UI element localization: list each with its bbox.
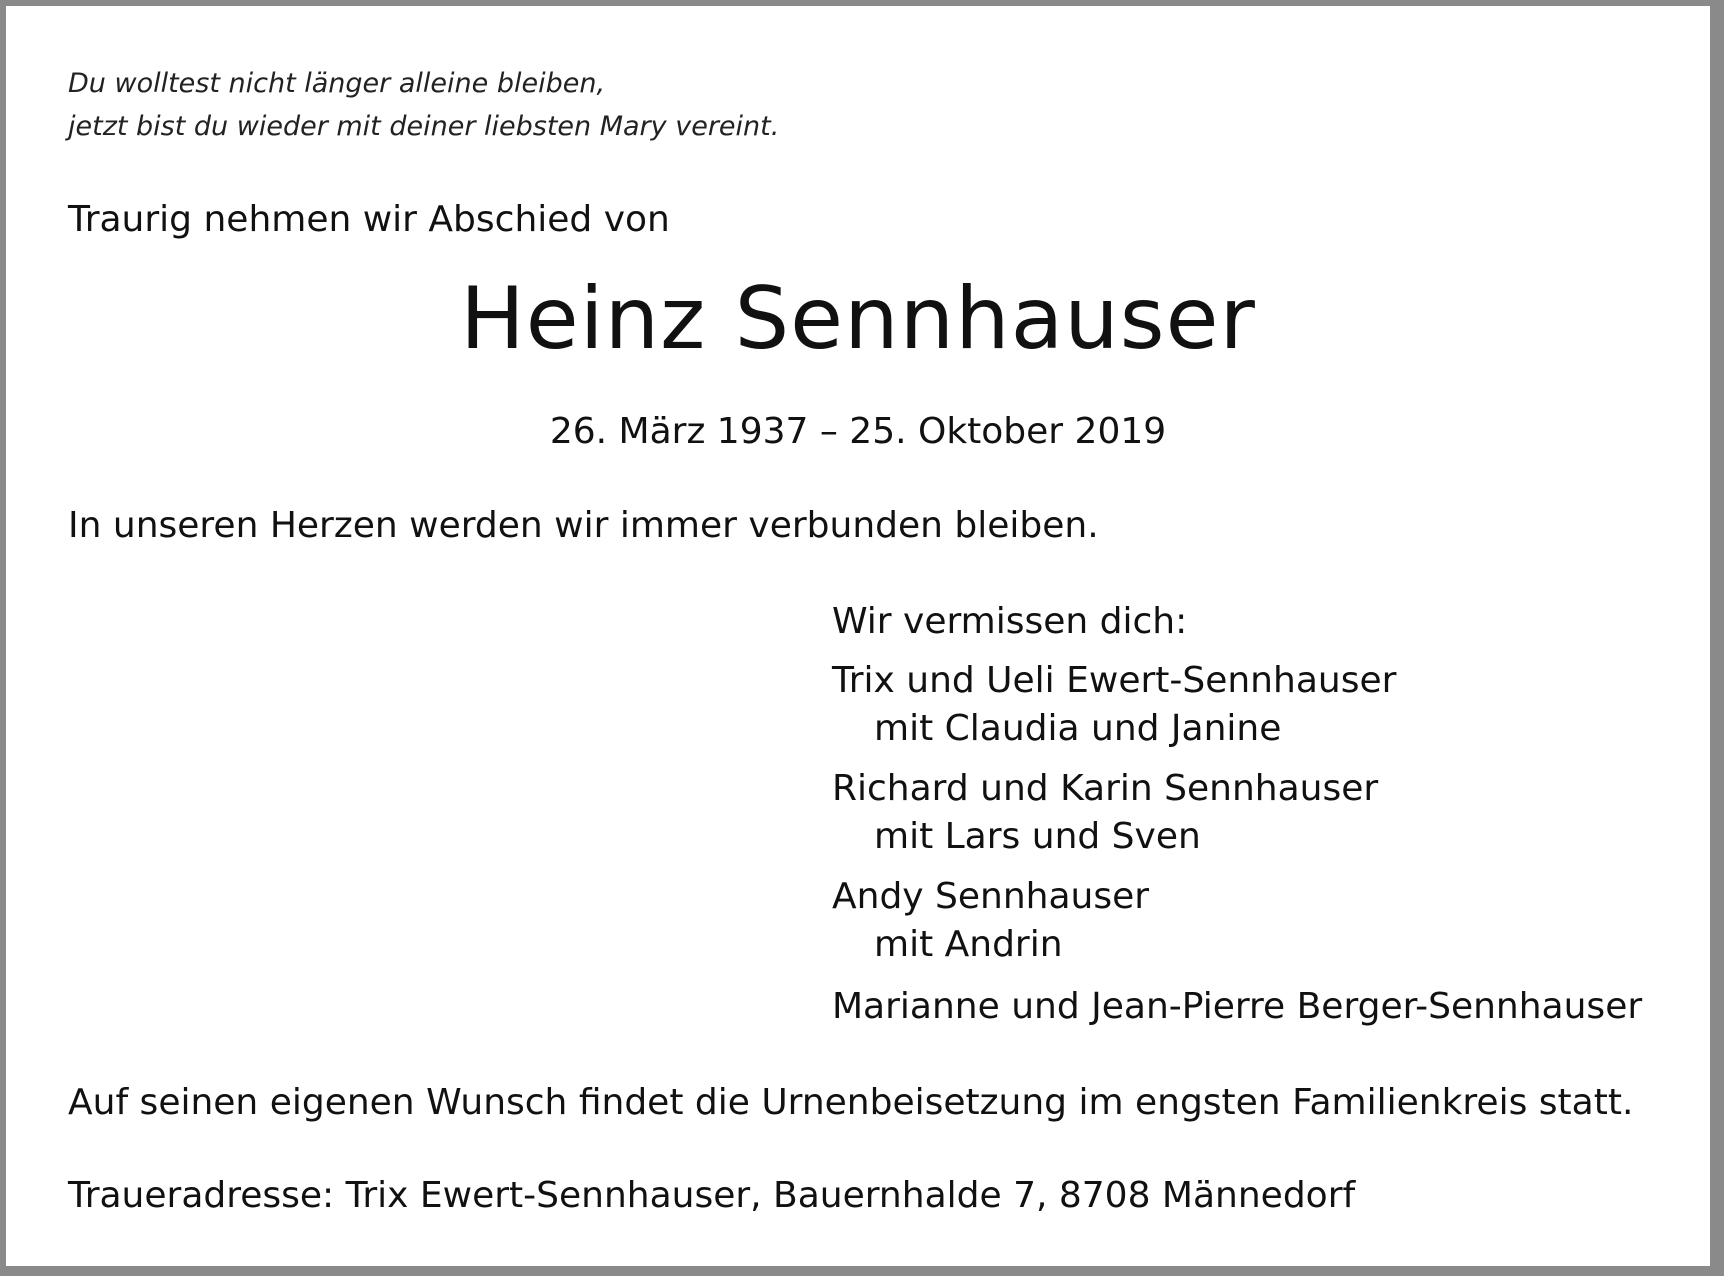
mourner-sub: mit Claudia und Janine bbox=[874, 708, 1282, 749]
hearts-line: In unseren Herzen werden wir immer verbunden bleiben. bbox=[68, 505, 1099, 546]
mourner-name: Andy Sennhauser bbox=[832, 876, 1150, 917]
mourner-sub: mit Andrin bbox=[874, 924, 1063, 965]
mourner-name: Trix und Ueli Ewert-Sennhauser bbox=[832, 660, 1397, 701]
mourner-name: Marianne und Jean-Pierre Berger-Sennhauser bbox=[832, 986, 1643, 1027]
burial-note: Auf seinen eigenen Wunsch findet die Urnenbeisetzung im engsten Familienkreis statt. bbox=[68, 1082, 1634, 1123]
deceased-name: Heinz Sennhauser bbox=[460, 269, 1256, 369]
mourner-sub: mit Lars und Sven bbox=[874, 816, 1201, 857]
mourner-name: Richard und Karin Sennhauser bbox=[832, 768, 1379, 809]
intro-text: Traurig nehmen wir Abschied von bbox=[68, 199, 670, 240]
mourners-heading: Wir vermissen dich: bbox=[832, 601, 1188, 642]
mourning-address: Traueradresse: Trix Ewert-Sennhauser, Bauernhalde 7, 8708 Männedorf bbox=[68, 1175, 1356, 1216]
motto-line-1: Du wolltest nicht länger alleine bleiben, bbox=[68, 68, 606, 99]
motto-line-2: jetzt bist du wieder mit deiner liebsten Mary vereint. bbox=[68, 111, 780, 142]
life-dates: 26. März 1937 – 25. Oktober 2019 bbox=[549, 411, 1167, 452]
